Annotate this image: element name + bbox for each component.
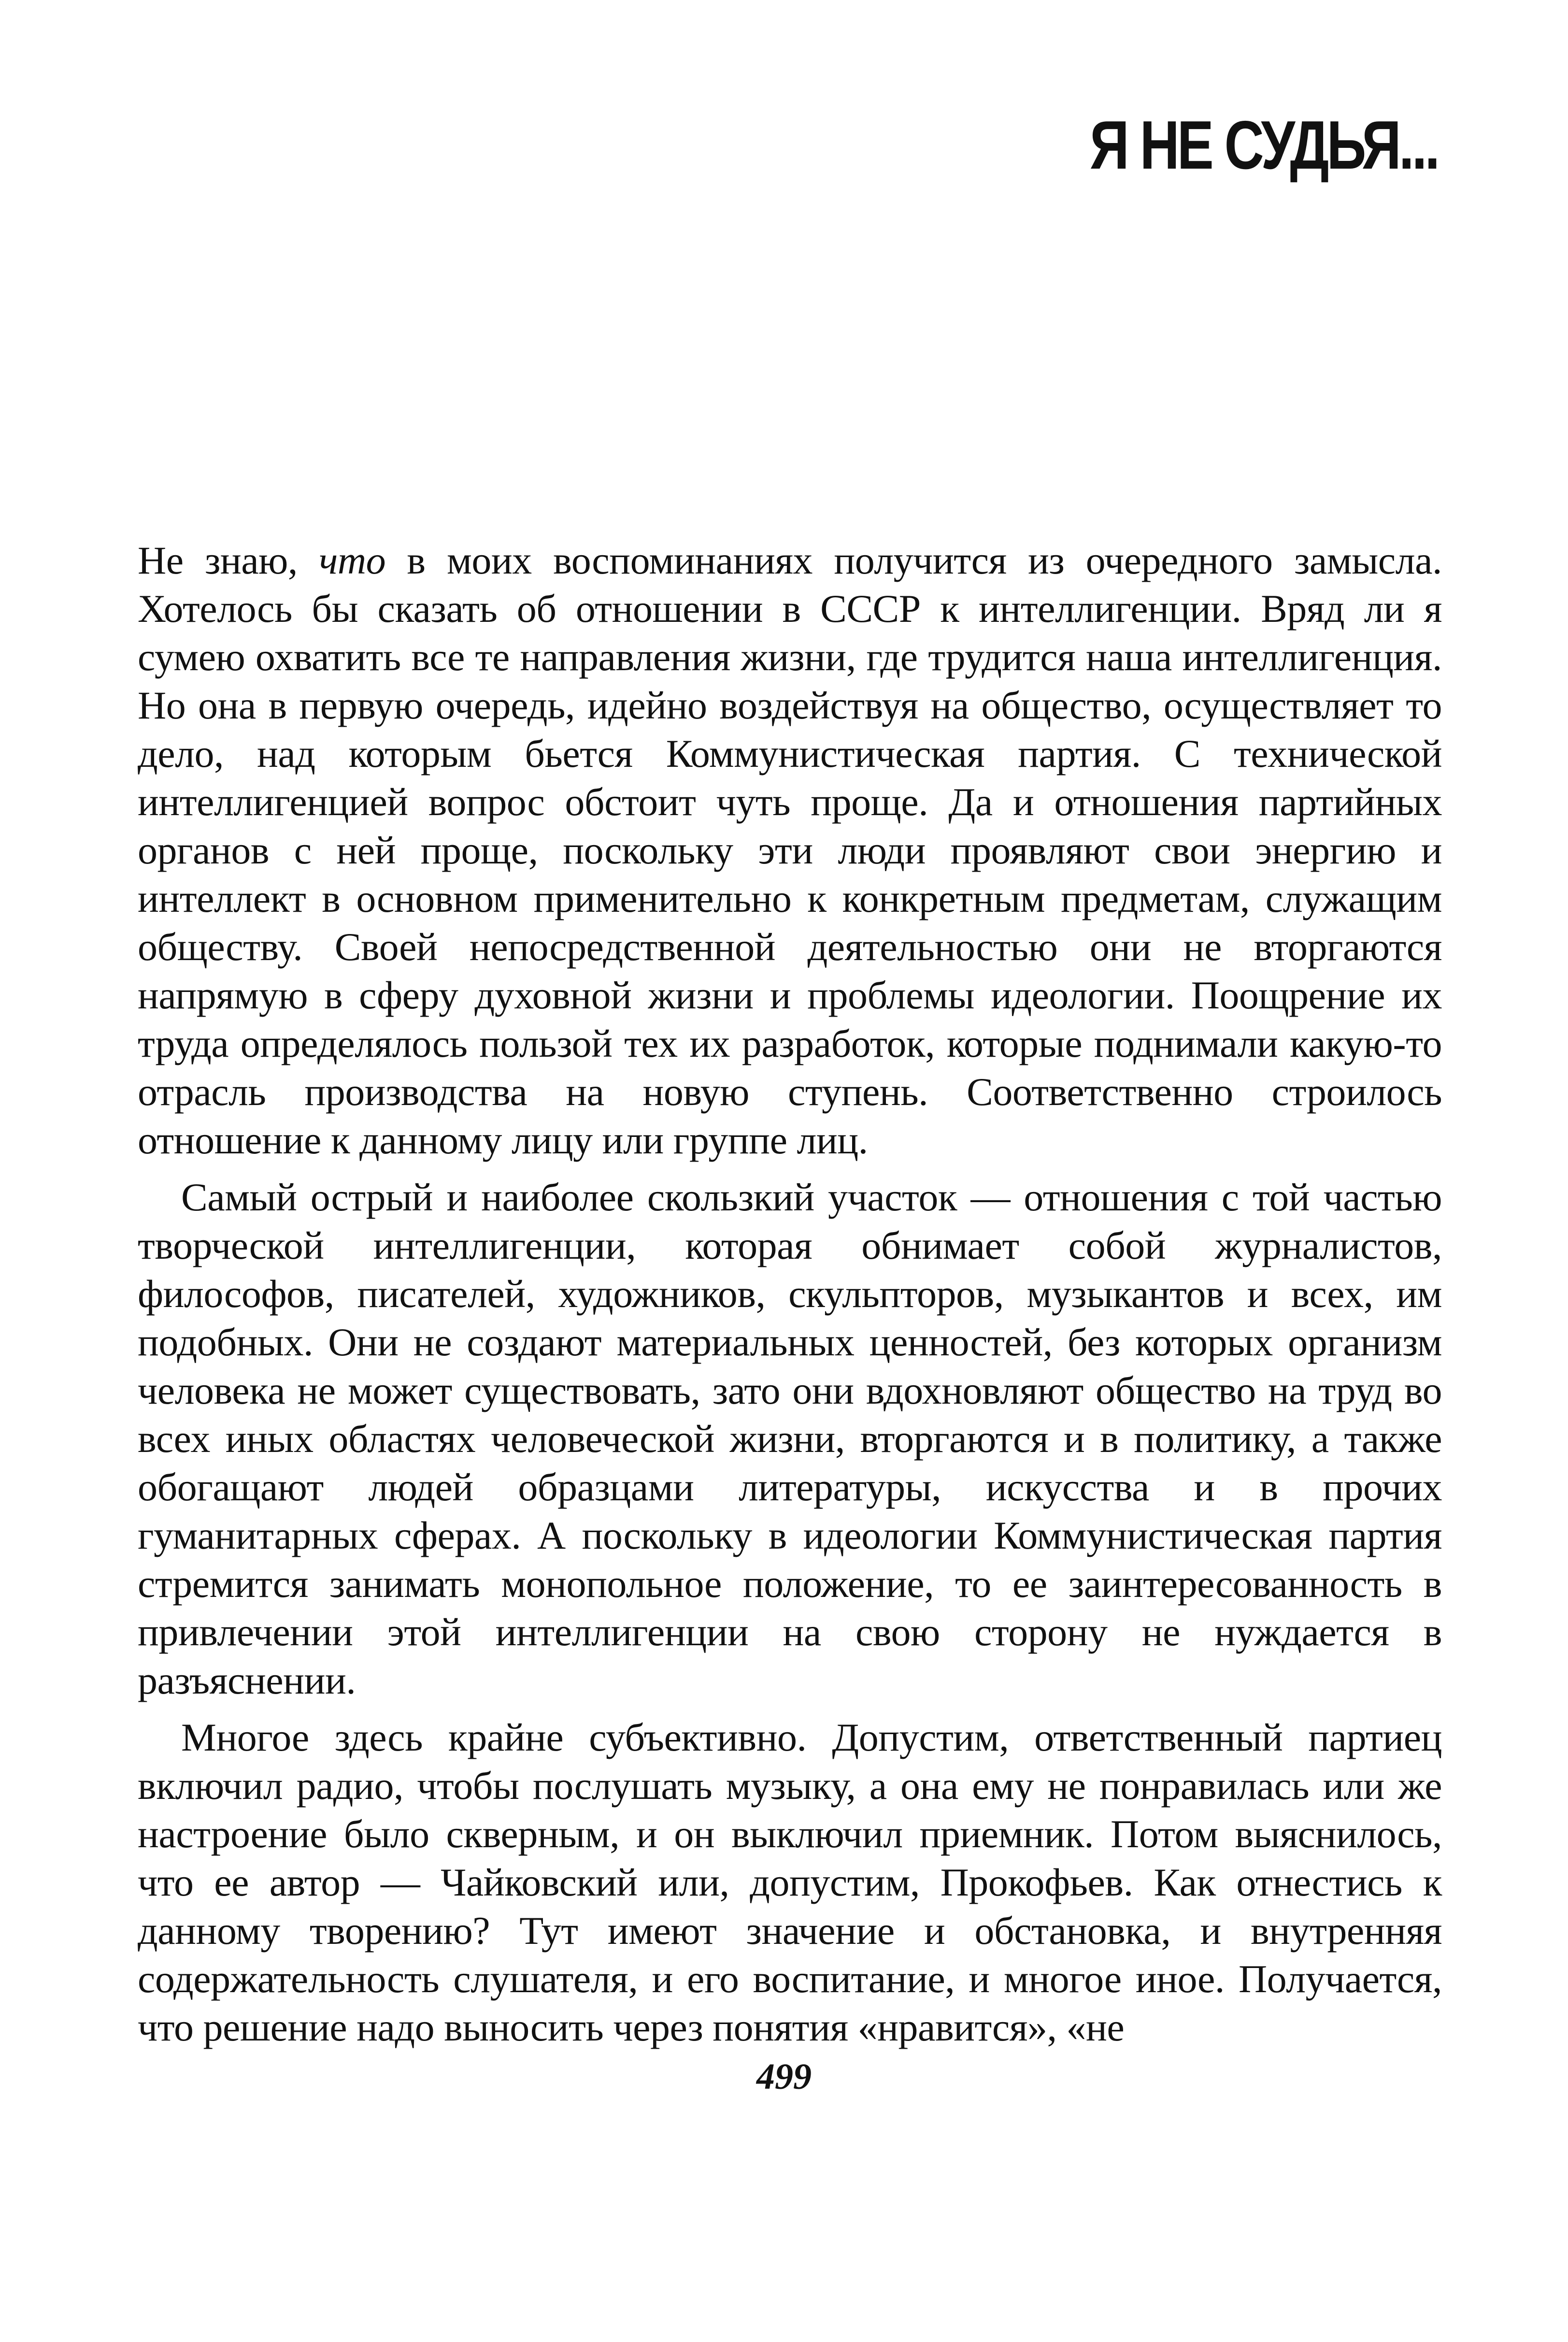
paragraph-1-start: Не знаю, (138, 538, 319, 582)
chapter-title: Я НЕ СУДЬЯ... (1089, 107, 1438, 184)
paragraph-1-rest: в моих воспоминаниях получится из очередного замысла. Хотелось бы сказать об отношении в СССР к интеллигенции. Вряд ли я сумею охватить все те направления жизни, где трудится наша интеллигенция. Но она в первую очередь, идейно воздействуя на общество, осуществляет то дело, над которым бьется Коммунистическая партия. С технической интеллигенцией вопрос обстоит чуть проще. Да и отношения партийных органов с ней проще, поскольку эти люди проявляют свои энергию и интеллект в основном применительно к конкретным предметам, служащим обществу. Своей непосредственной деятельностью они не вторгаются напрямую в сферу духовной жизни и проблемы идеологии. Поощрение их труда определялось пользой тех их разработок, которые поднимали какую-то отрасль производства на новую ступень. Соответственно строилось отношение к данному лицу или группе лиц. (138, 538, 1442, 1162)
paragraph-3: Многое здесь крайне субъективно. Допустим, ответственный партиец включил радио, чтобы послушать музыку, а она ему не понравилась или же настроение было скверным, и он выключил приемник. Потом выяснилось, что ее автор — Чайковский или, допустим, Прокофьев. Как отнестись к данному творению? Тут имеют значение и обстановка, и внутренняя содержательность слушателя, и его воспитание, и многое иное. Получается, что решение надо выносить через понятия «нравится», «не (138, 1715, 1442, 2049)
page-number: 499 (756, 2056, 812, 2097)
paragraph-2: Самый острый и наиболее скользкий участок — отношения с той частью творческой интеллигенции, которая обнимает собой журналистов, философов, писателей, художников, скульпторов, музыкантов и всех, им подобных. Они не создают материальных ценностей, без которых организм человека не может существовать, зато они вдохновляют общество на труд во всех иных областях человеческой жизни, вторгаются и в политику, а также обогащают людей образцами литературы, искусства и в прочих гуманитарных сферах. А поскольку в идеологии Коммунистическая партия стремится занимать монопольное положение, то ее заинтересованность в привлечении этой интеллигенции на свою сторону не нуждается в разъяснении. (138, 1175, 1442, 1702)
paragraph-1 (138, 536, 1442, 1164)
body-text (138, 536, 1442, 2052)
paragraph-1-emphasis: что (319, 538, 386, 582)
